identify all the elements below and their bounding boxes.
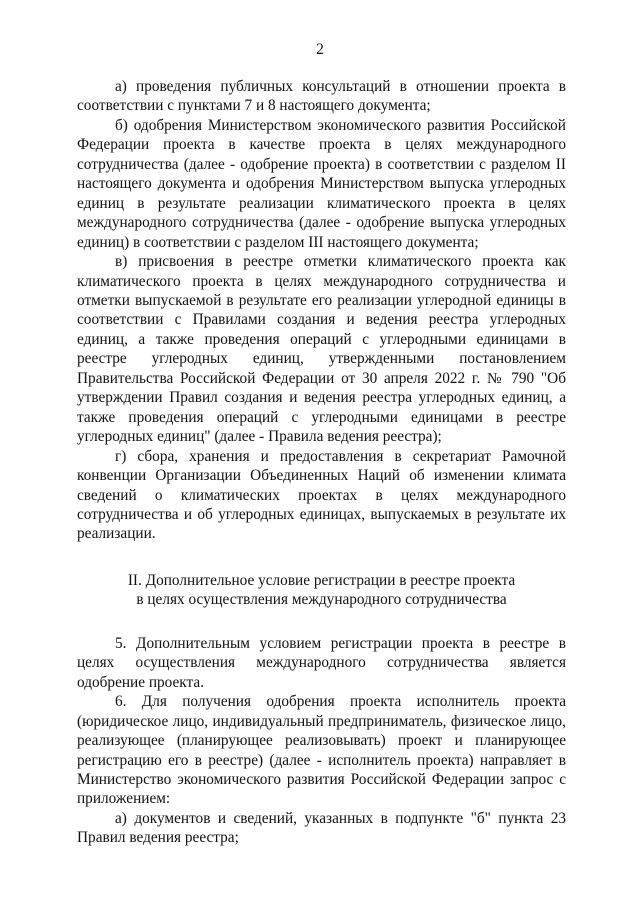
page-number: 2 — [316, 41, 324, 58]
section-heading-line-1: II. Дополнительное условие регистрации в реестре проекта — [127, 571, 516, 589]
document-body — [77, 77, 566, 848]
paragraph-6: 6. Для получения одобрения проекта исполнитель проекта (юридическое лицо, индивидуальный предприниматель, физическое лицо, реализующее (планирующее реализовывать) проект и планирующее регистрацию его в реестре) (далее - исполнитель проекта) направляет в Министерство экономического развития Российской Федерации запрос с приложением: — [77, 693, 566, 808]
paragraph-item-g: г) сбора, хранения и предоставления в секретариат Рамочной конвенции Организации Объединенных Наций об изменении климата сведений о климатических проектах в целях международного сотрудничества и об углеродных единицах, выпускаемых в результате их реализации. — [77, 447, 566, 543]
paragraph-item-a: а) проведения публичных консультаций в отношении проекта в соответствии с пунктами 7 и 8 настоящего документа; — [77, 78, 566, 115]
paragraph-6-item-a: а) документов и сведений, указанных в подпункте "б" пункта 23 Правил ведения реестра; — [77, 809, 566, 847]
paragraph-5: 5. Дополнительным условием регистрации проекта в реестре в целях осуществления международного сотрудничества является одобрение проекта. — [77, 634, 566, 691]
section-heading-line-2: в целях осуществления международного сотрудничества — [136, 591, 507, 609]
section-heading — [77, 571, 566, 610]
paragraph-item-b: б) одобрения Министерством экономического развития Российской Федерации проекта в качестве проекта в целях международного сотрудничества (далее - одобрение проекта) в соответствии с разделом II настоящего документа и одобрения Министерством выпуска углеродных единиц в результате реализации климатического проекта в целях международного сотрудничества (далее - одобрение выпуска углеродных единиц) в соответствии с разделом III настоящего документа; — [77, 116, 566, 251]
paragraph-item-v: в) присвоения в реестре отметки климатического проекта как климатического проекта в целях международного сотрудничества и отметки выпускаемой в результате его реализации углеродной единицы в соответствии с Правилами создания и ведения реестра углеродных единиц, а также проведения операций с углеродными единицами в реестре углеродных единиц, утвержденными постановлением Правительства Российской Федерации от 30 апреля 2022 г. № 790 "Об утверждении Правил создания и ведения реестра углеродных единиц, а также проведения операций с углеродными единицами в реестре углеродных единиц" (далее - Правила ведения реестра); — [77, 253, 566, 446]
